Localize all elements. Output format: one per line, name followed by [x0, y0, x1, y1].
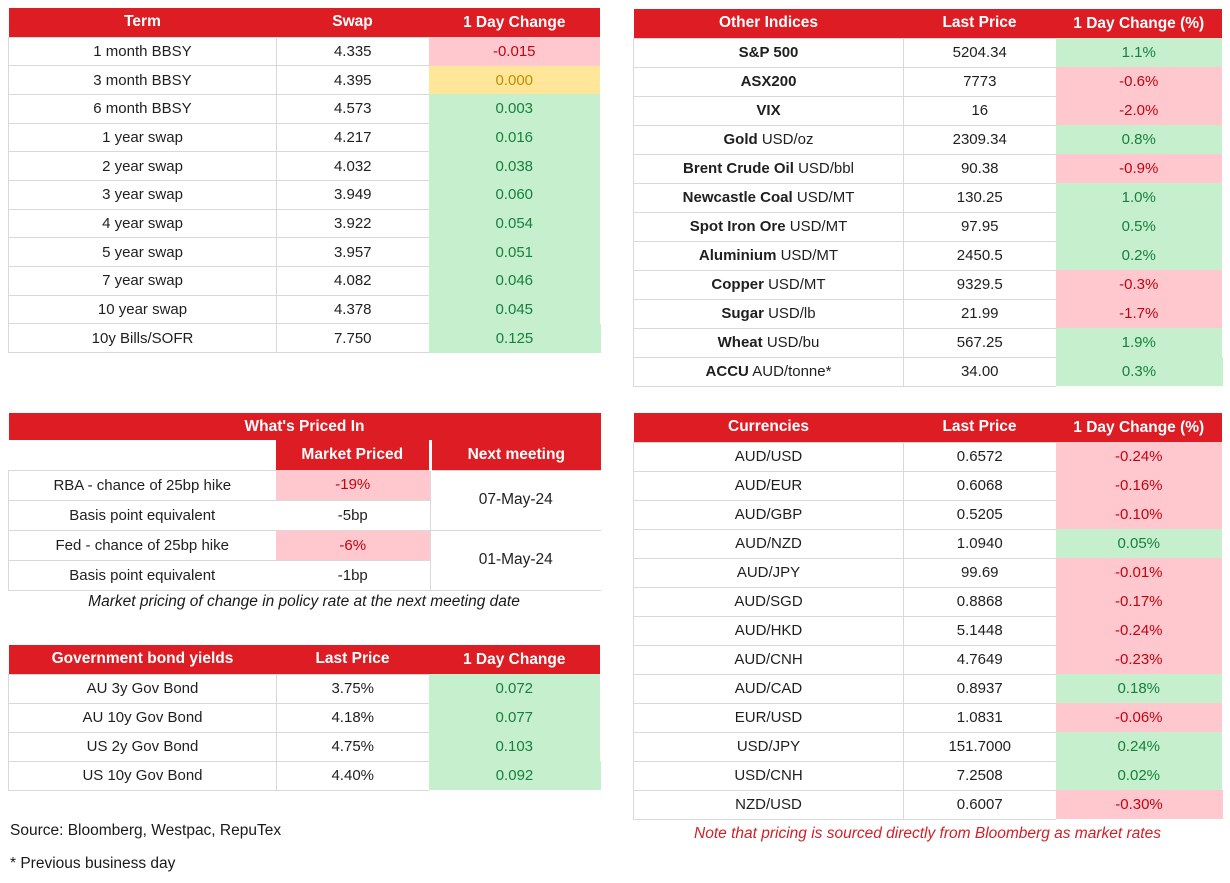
change-cell: 0.000	[429, 66, 601, 95]
index-unit: USD/MT	[780, 247, 839, 264]
priced-value-cell: -6%	[276, 530, 431, 560]
change-cell: 0.2%	[1056, 241, 1223, 270]
price-cell: 7.2508	[904, 761, 1056, 790]
index-unit: USD/MT	[789, 218, 848, 235]
price-cell: 34.00	[904, 357, 1056, 386]
bond-name-cell: AU 3y Gov Bond	[9, 674, 277, 703]
pair-cell: USD/CNH	[634, 761, 904, 790]
table-row	[634, 212, 1223, 241]
price-cell: 90.38	[904, 154, 1056, 183]
table-row	[634, 616, 1223, 645]
previous-business-day-note: * Previous business day	[10, 855, 176, 872]
priced-value-cell: -5bp	[276, 500, 431, 530]
swap-cell: 7.750	[277, 324, 429, 353]
index-name-cell	[634, 270, 904, 299]
bonds-header-change: 1 Day Change	[429, 645, 601, 674]
index-name: S&P 500	[738, 44, 799, 61]
price-cell: 0.6068	[904, 471, 1056, 500]
priced-label-cell: Basis point equivalent	[9, 560, 276, 590]
price-cell: 9329.5	[904, 270, 1056, 299]
change-cell: -0.01%	[1056, 558, 1223, 587]
swap-cell: 3.949	[277, 180, 429, 209]
change-cell: 0.5%	[1056, 212, 1223, 241]
table-row	[634, 790, 1223, 819]
price-cell: 0.5205	[904, 500, 1056, 529]
index-name: Wheat	[717, 334, 763, 351]
swap-cell: 3.957	[277, 238, 429, 267]
pair-cell: AUD/EUR	[634, 471, 904, 500]
change-cell: -2.0%	[1056, 96, 1223, 125]
table-row	[9, 152, 601, 181]
change-cell: 0.046	[429, 267, 601, 296]
price-cell: 4.40%	[277, 761, 429, 790]
price-cell: 0.8937	[904, 674, 1056, 703]
change-cell: 0.051	[429, 238, 601, 267]
index-name: Brent Crude Oil	[683, 160, 794, 177]
table-row	[9, 530, 601, 560]
other-indices-table	[633, 9, 1223, 387]
index-name-cell	[634, 183, 904, 212]
change-cell: -0.6%	[1056, 67, 1223, 96]
index-unit: USD/MT	[796, 189, 855, 206]
pair-cell: AUD/NZD	[634, 529, 904, 558]
index-name: Aluminium	[698, 247, 777, 264]
price-cell: 7773	[904, 67, 1056, 96]
index-name: Newcastle Coal	[682, 189, 793, 206]
swaps-header-term: Term	[9, 8, 277, 37]
change-cell: -0.30%	[1056, 790, 1223, 819]
index-name: VIX	[756, 102, 781, 119]
term-cell: 4 year swap	[9, 209, 277, 238]
table-row	[634, 154, 1223, 183]
index-name-cell	[634, 154, 904, 183]
priced-subheader-row	[9, 440, 601, 470]
table-row	[9, 324, 601, 353]
table-row	[634, 761, 1223, 790]
pair-cell: AUD/SGD	[634, 587, 904, 616]
change-cell: 0.016	[429, 123, 601, 152]
price-cell: 0.6007	[904, 790, 1056, 819]
term-cell: 1 year swap	[9, 123, 277, 152]
price-cell: 4.7649	[904, 645, 1056, 674]
priced-header-market: Market Priced	[276, 440, 431, 470]
index-name-cell	[634, 357, 904, 386]
priced-header-meeting: Next meeting	[431, 440, 601, 470]
table-row	[9, 674, 601, 703]
change-cell: -0.23%	[1056, 645, 1223, 674]
priced-title-row	[9, 413, 601, 440]
index-name: Gold	[723, 131, 758, 148]
priced-value-cell: -19%	[276, 470, 431, 500]
meeting-date-cell: 01-May-24	[431, 530, 601, 590]
table-row	[634, 732, 1223, 761]
table-row	[9, 209, 601, 238]
currencies-header-row	[634, 413, 1223, 442]
index-unit: USD/oz	[761, 131, 814, 148]
price-cell: 1.0831	[904, 703, 1056, 732]
indices-header-price: Last Price	[904, 9, 1056, 38]
table-row	[634, 357, 1223, 386]
swaps-table	[8, 8, 601, 353]
change-cell: 1.1%	[1056, 38, 1223, 67]
priced-label-cell: Fed - chance of 25bp hike	[9, 530, 276, 560]
price-cell: 0.8868	[904, 587, 1056, 616]
pair-cell: AUD/JPY	[634, 558, 904, 587]
swaps-header-row	[9, 8, 601, 37]
index-unit: USD/bu	[766, 334, 820, 351]
change-cell: 0.02%	[1056, 761, 1223, 790]
index-name: Sugar	[721, 305, 764, 322]
change-cell: -0.10%	[1056, 500, 1223, 529]
price-cell: 567.25	[904, 328, 1056, 357]
table-row	[9, 123, 601, 152]
swaps-header-swap: Swap	[277, 8, 429, 37]
change-cell: -0.3%	[1056, 270, 1223, 299]
table-row	[9, 180, 601, 209]
index-name-cell	[634, 241, 904, 270]
table-row	[9, 732, 601, 761]
table-row	[9, 37, 601, 66]
price-cell: 4.75%	[277, 732, 429, 761]
change-cell: 0.077	[429, 703, 601, 732]
index-unit: USD/bbl	[798, 160, 854, 177]
table-row	[9, 703, 601, 732]
price-cell: 5.1448	[904, 616, 1056, 645]
table-row	[634, 529, 1223, 558]
price-cell: 5204.34	[904, 38, 1056, 67]
index-name-cell	[634, 125, 904, 154]
bonds-header-price: Last Price	[277, 645, 429, 674]
price-cell: 97.95	[904, 212, 1056, 241]
table-row	[634, 96, 1223, 125]
term-cell: 7 year swap	[9, 267, 277, 296]
index-name-cell	[634, 67, 904, 96]
index-unit: USD/lb	[768, 305, 816, 322]
table-row	[634, 125, 1223, 154]
currencies-table	[633, 413, 1223, 820]
bond-name-cell: AU 10y Gov Bond	[9, 703, 277, 732]
term-cell: 10y Bills/SOFR	[9, 324, 277, 353]
table-row	[634, 674, 1223, 703]
table-row	[634, 241, 1223, 270]
swap-cell: 4.082	[277, 267, 429, 296]
table-row	[9, 94, 601, 123]
currencies-header-price: Last Price	[904, 413, 1056, 442]
table-row	[634, 442, 1223, 471]
change-cell: 0.05%	[1056, 529, 1223, 558]
price-cell: 0.6572	[904, 442, 1056, 471]
price-cell: 3.75%	[277, 674, 429, 703]
pair-cell: AUD/CNH	[634, 645, 904, 674]
table-row	[9, 761, 601, 790]
bonds-header-name: Government bond yields	[9, 645, 277, 674]
index-name-cell	[634, 96, 904, 125]
price-cell: 4.18%	[277, 703, 429, 732]
swaps-header-change: 1 Day Change	[429, 8, 601, 37]
change-cell: -0.24%	[1056, 442, 1223, 471]
pair-cell: NZD/USD	[634, 790, 904, 819]
indices-header-change: 1 Day Change (%)	[1056, 9, 1223, 38]
swap-cell: 4.395	[277, 66, 429, 95]
change-cell: -0.17%	[1056, 587, 1223, 616]
index-name: ASX200	[740, 73, 797, 90]
price-cell: 99.69	[904, 558, 1056, 587]
swap-cell: 3.922	[277, 209, 429, 238]
change-cell: 0.125	[429, 324, 601, 353]
change-cell: 0.24%	[1056, 732, 1223, 761]
table-row	[634, 299, 1223, 328]
bond-name-cell: US 10y Gov Bond	[9, 761, 277, 790]
whats-priced-in-table	[8, 413, 601, 591]
table-row	[9, 66, 601, 95]
currencies-header-pair: Currencies	[634, 413, 904, 442]
table-row	[634, 500, 1223, 529]
source-attribution: Source: Bloomberg, Westpac, RepuTex	[10, 822, 282, 839]
index-name-cell	[634, 328, 904, 357]
price-cell: 151.7000	[904, 732, 1056, 761]
price-cell: 130.25	[904, 183, 1056, 212]
change-cell: 0.18%	[1056, 674, 1223, 703]
table-row	[634, 645, 1223, 674]
priced-value-cell: -1bp	[276, 560, 431, 590]
change-cell: -1.7%	[1056, 299, 1223, 328]
term-cell: 2 year swap	[9, 152, 277, 181]
change-cell: 1.0%	[1056, 183, 1223, 212]
term-cell: 3 year swap	[9, 180, 277, 209]
change-cell: 0.8%	[1056, 125, 1223, 154]
table-row	[634, 67, 1223, 96]
priced-label-cell: RBA - chance of 25bp hike	[9, 470, 276, 500]
change-cell: -0.9%	[1056, 154, 1223, 183]
term-cell: 5 year swap	[9, 238, 277, 267]
pair-cell: AUD/CAD	[634, 674, 904, 703]
table-row	[9, 295, 601, 324]
table-row	[634, 587, 1223, 616]
index-name-cell	[634, 299, 904, 328]
change-cell: 0.3%	[1056, 357, 1223, 386]
change-cell: 0.060	[429, 180, 601, 209]
blank-cell	[9, 440, 276, 470]
meeting-date-cell: 07-May-24	[431, 470, 601, 530]
table-row	[634, 328, 1223, 357]
index-name-cell	[634, 38, 904, 67]
price-cell: 2309.34	[904, 125, 1056, 154]
change-cell: 0.092	[429, 761, 601, 790]
gov-bond-yields-table	[8, 645, 601, 791]
table-row	[634, 558, 1223, 587]
currencies-header-change: 1 Day Change (%)	[1056, 413, 1223, 442]
swap-cell: 4.573	[277, 94, 429, 123]
table-row	[9, 470, 601, 500]
change-cell: -0.06%	[1056, 703, 1223, 732]
change-cell: -0.015	[429, 37, 601, 66]
price-cell: 21.99	[904, 299, 1056, 328]
term-cell: 1 month BBSY	[9, 37, 277, 66]
table-row	[634, 270, 1223, 299]
table-row	[634, 703, 1223, 732]
swap-cell: 4.335	[277, 37, 429, 66]
bloomberg-pricing-note: Note that pricing is sourced directly from Bloomberg as market rates	[694, 825, 1161, 842]
swap-cell: 4.378	[277, 295, 429, 324]
indices-header-name: Other Indices	[634, 9, 904, 38]
pair-cell: AUD/USD	[634, 442, 904, 471]
index-name: ACCU	[705, 363, 749, 380]
priced-label-cell: Basis point equivalent	[9, 500, 276, 530]
pair-cell: AUD/HKD	[634, 616, 904, 645]
change-cell: 0.103	[429, 732, 601, 761]
table-row	[9, 238, 601, 267]
price-cell: 2450.5	[904, 241, 1056, 270]
swap-cell: 4.032	[277, 152, 429, 181]
swap-cell: 4.217	[277, 123, 429, 152]
indices-header-row	[634, 9, 1223, 38]
bonds-header-row	[9, 645, 601, 674]
pair-cell: USD/JPY	[634, 732, 904, 761]
price-cell: 1.0940	[904, 529, 1056, 558]
pair-cell: AUD/GBP	[634, 500, 904, 529]
table-row	[9, 267, 601, 296]
pair-cell: EUR/USD	[634, 703, 904, 732]
index-unit: USD/MT	[768, 276, 826, 293]
table-row	[634, 183, 1223, 212]
term-cell: 3 month BBSY	[9, 66, 277, 95]
index-name: Copper	[711, 276, 764, 293]
change-cell: 0.045	[429, 295, 601, 324]
term-cell: 10 year swap	[9, 295, 277, 324]
index-unit: AUD/tonne*	[752, 363, 832, 380]
bond-name-cell: US 2y Gov Bond	[9, 732, 277, 761]
change-cell: -0.16%	[1056, 471, 1223, 500]
change-cell: 0.054	[429, 209, 601, 238]
price-cell: 16	[904, 96, 1056, 125]
index-name-cell	[634, 212, 904, 241]
index-name: Spot Iron Ore	[689, 218, 786, 235]
change-cell: 0.038	[429, 152, 601, 181]
change-cell: 0.003	[429, 94, 601, 123]
table-row	[634, 38, 1223, 67]
term-cell: 6 month BBSY	[9, 94, 277, 123]
table-row	[634, 471, 1223, 500]
priced-title: What's Priced In	[9, 413, 601, 440]
change-cell: -0.24%	[1056, 616, 1223, 645]
change-cell: 0.072	[429, 674, 601, 703]
priced-in-footnote: Market pricing of change in policy rate at the next meeting date	[88, 593, 520, 610]
change-cell: 1.9%	[1056, 328, 1223, 357]
